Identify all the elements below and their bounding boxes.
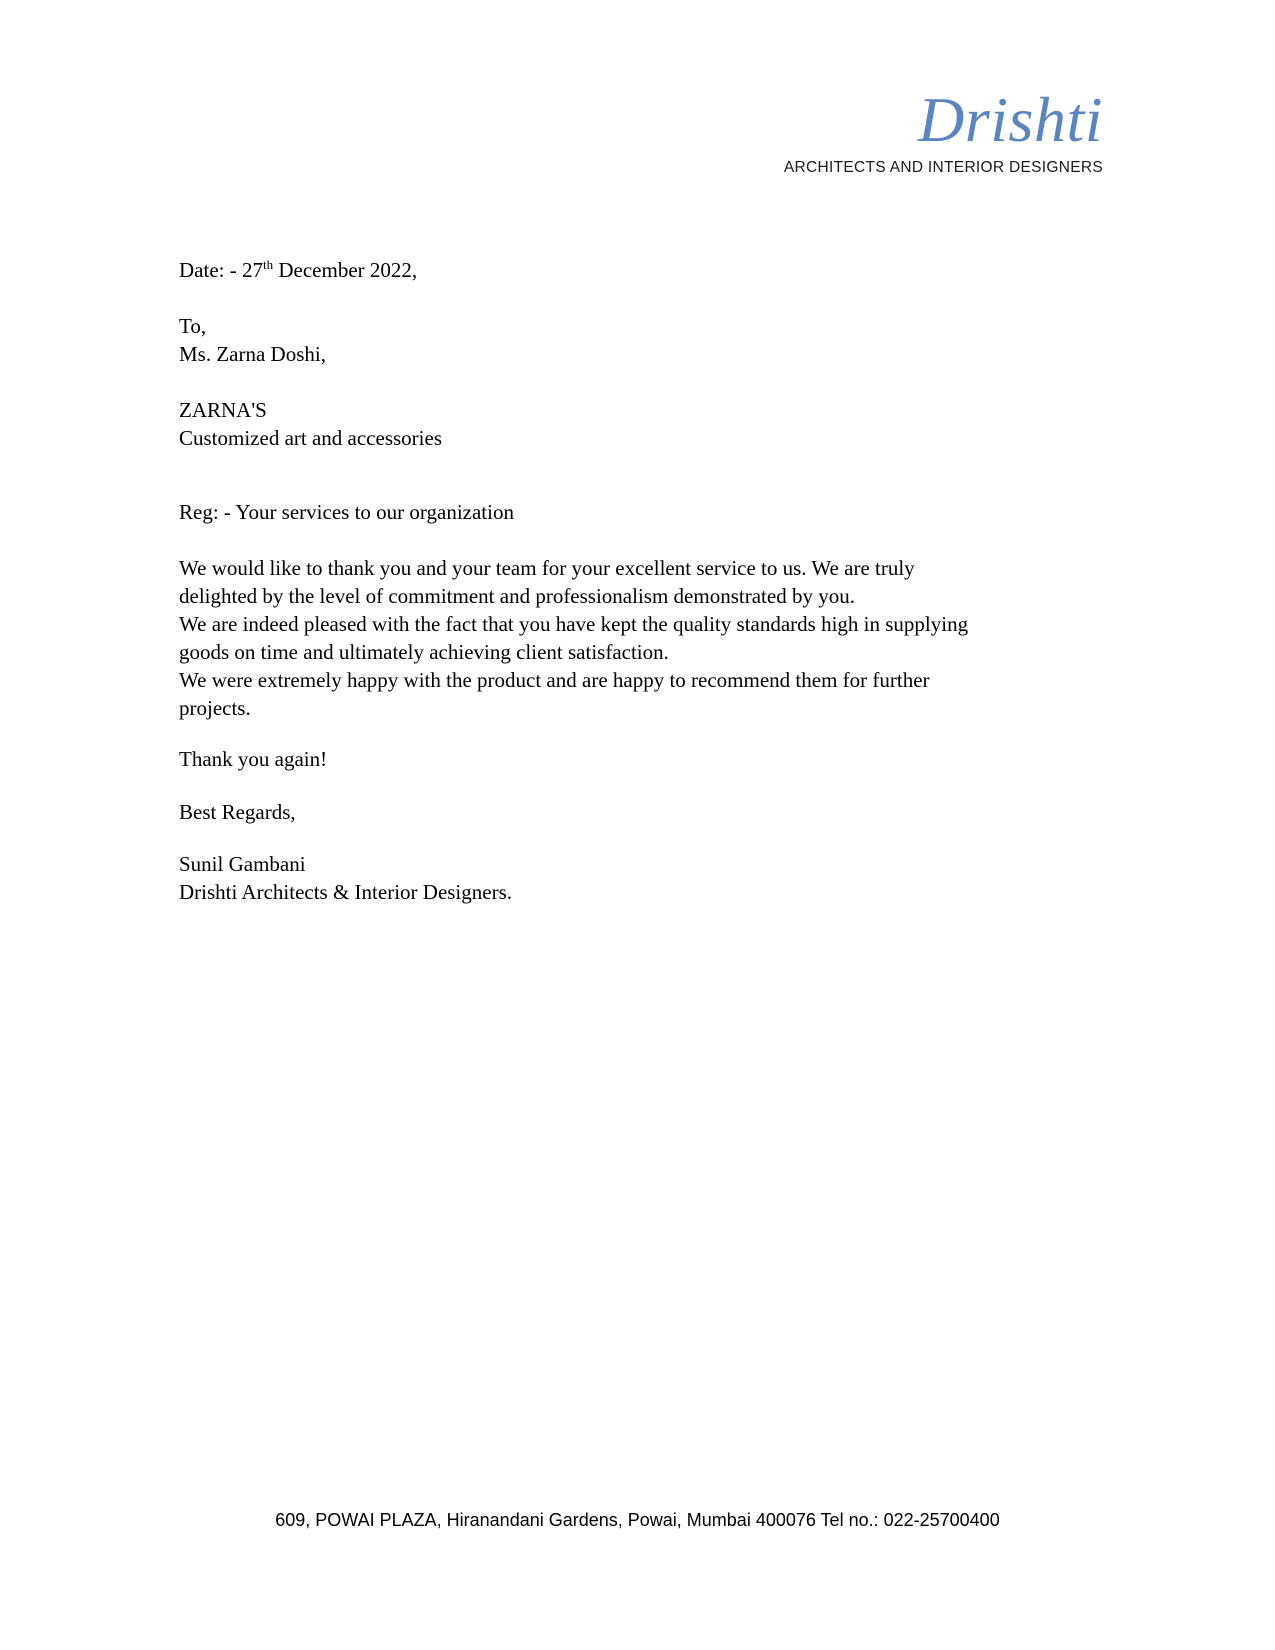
date-ordinal: th: [262, 257, 274, 272]
recipient-company-description: Customized art and accessories: [179, 426, 442, 450]
recipient-salutation: To,: [179, 314, 207, 338]
body-line: We would like to thank you and your team for your excellent service to us. We are truly: [179, 556, 915, 580]
signatory-company: Drishti Architects & Interior Designers.: [179, 880, 513, 904]
footer-address: 609, POWAI PLAZA, Hiranandani Gardens, Powai, Mumbai 400076 Tel no.: 022-25700400: [275, 1510, 1000, 1530]
body-line: We are indeed pleased with the fact that you have kept the quality standards high in supplying: [179, 612, 969, 636]
recipient-company-name: ZARNA'S: [179, 398, 267, 422]
company-logo: Drishti: [918, 84, 1103, 155]
closing-line: Best Regards,: [179, 800, 296, 824]
recipient-block: [179, 312, 1129, 368]
letterhead: [783, 84, 1103, 177]
date-line: [179, 256, 1129, 284]
body-line: We were extremely happy with the product and are happy to recommend them for further: [179, 668, 930, 692]
body-line: delighted by the level of commitment and professionalism demonstrated by you.: [179, 584, 855, 608]
recipient-company-block: [179, 396, 1129, 452]
body-line: goods on time and ultimately achieving client satisfaction.: [179, 640, 669, 664]
recipient-name: Ms. Zarna Doshi,: [179, 342, 326, 366]
signatory-name: Sunil Gambani: [179, 852, 306, 876]
letter-body: [179, 554, 1129, 722]
subject-line: Reg: - Your services to our organization: [179, 500, 514, 524]
company-tagline: ARCHITECTS AND INTERIOR DESIGNERS: [783, 159, 1103, 176]
date-suffix: December 2022,: [273, 258, 418, 282]
signature-block: [179, 850, 1129, 906]
body-line: projects.: [179, 696, 251, 720]
thanks-line: Thank you again!: [179, 747, 328, 771]
date-prefix: Date: - 27: [179, 258, 263, 282]
